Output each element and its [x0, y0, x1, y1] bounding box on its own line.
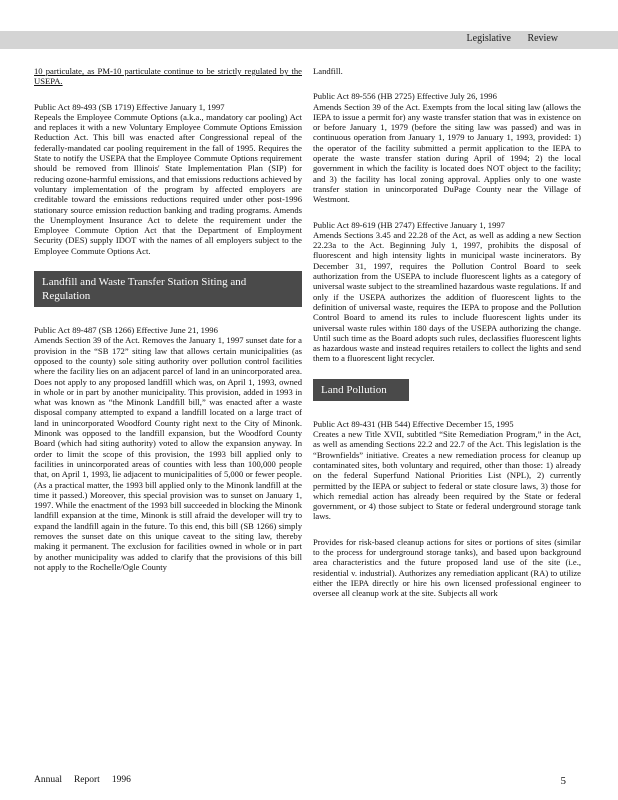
act-89-619	[313, 220, 581, 364]
act-heading: Public Act 89-487 (SB 1266) Effective June 21, 1996	[34, 325, 218, 336]
act-body: Amends Section 39 of the Act. Exempts from the local siting law (allows the IEPA to issue a permit for) any waste transfer station that was in existence on or before January 1, 1979 (before the siting law was passed) and was in continuous operation from January 1, 1979 to January 1, 1993, provided: 1) the operator of the facility submitted a permit application to the IEPA to operate the waste transfer station during April of 1994; 2) the local government in which the facility is located does NOT object to the facility; and 3) the facility has local zoning approval. Applies only to one waste transfer station in unincorporated DuPage County near the Village of Westmont.	[313, 101, 581, 205]
act-heading: Public Act 89-556 (HB 2725) Effective July 26, 1996	[313, 91, 497, 102]
page-number: 5	[560, 775, 566, 787]
footer-report-label	[34, 775, 143, 785]
act-body: Creates a new Title XVII, subtitled “Site Remediation Program,” in the Act, as well as amending Sections 22.2 and 22.7 of the Act. This legislation is the “Brownfields” initiative. Creates a new remediation process for cleanup up contaminated sites, both voluntary and required, other than those: 1) already on the federal Superfund National Priorities List (NPL), 2) currently permitted by the IEPA or subject to federal or state closure laws, 3) those for which remedial action has already been required by the State or federal government, or 4) those subject to State or federal underground storage tank laws.	[313, 429, 581, 522]
act-heading: Public Act 89-619 (HB 2747) Effective January 1, 1997	[313, 219, 505, 230]
section-heading-landfill: Landfill and Waste Transfer Station Siting and Regulation	[34, 271, 302, 307]
act-89-556	[313, 91, 581, 204]
act-heading: Public Act 89-493 (SB 1719) Effective January 1, 1997	[34, 101, 225, 112]
act-89-431	[313, 419, 581, 522]
act-body: Amends Section 39 of the Act. Removes the January 1, 1997 sunset date for a provision in the “SB 172” siting law that allows certain municipalities (as opposed to the county) sole siting authority over pollution control facilities where the facility lies on an adjacent parcel of land in an unincorporated area. Does not apply to any proposed landfill which was, on April 1, 1993, owned in whole or in part by another municipality. This provision, added in 1993 in what was known as “the Minonk Landfill bill,” was enacted after a waste disposal company attempted to expand a landfill located on a large tract of land in unincorporated Woodford County right next to the City of Minonk. Minonk was opposed to the landfill expansion, but the Woodford County Board (which had siting authority) voted to allow the expansion anyway. In order to limit the scope of this provision, the 1993 bill applied only to facilities in unincorporated areas of counties with less than 100,000 people that, on April 1, 1993, lie adjacent to municipalities of 5,000 or fewer people. (As a practical matter, the 1993 bill applied only to the Minonk landfill at the time it passed.) Moreover, this special provision was to sunset on January 1, 1997. While the enactment of the 1993 bill succeeded in blocking the Minonk landfill expansion at the time, Minonk is still afraid the developer will try to expand the landfill again in the future. To this end, this bill (SB 1266) simply removes the sunset date on this unique caveat to the siting law, thereby making it permanent. The exclusion for facilities owned in whole or in part by another municipality was added to clarify that the provisions of this bill not apply to the Rochelle/Ogle County	[34, 335, 302, 572]
left-column	[34, 66, 302, 587]
header-review: Review	[527, 33, 558, 44]
continued-text: Landfill.	[313, 66, 343, 76]
act-body: Amends Sections 3.45 and 22.28 of the Act, as well as adding a new Section 22.23a to the Act. Beginning July 1, 1997, prohibits the disposal of fluorescent and high intensity lights in municipal waste incinerators. By December 31, 1997, requires the Pollution Control Board to seek authorization from the USEPA to include fluorescent lights as a category of universal waste subject to the streamlined hazardous waste regulations. If and only if the USEPA authorizes the addition of fluorescent lights to the definition of universal waste, requires the IEPA to propose and the Pollution Control Board to amend its rules to include fluorescent lights under its universal waste rules within 180 days of the USEPA authorizing the change. Until such time as the Board adopts such rules, declassifies fluorescent lights as hazardous waste and instead requires retailers to collect the lights and send them to a fluorescent light recycler.	[313, 229, 581, 364]
header-band	[0, 31, 618, 49]
footer-report: Report	[73, 775, 100, 785]
footer-annual: Annual	[34, 775, 62, 785]
continued-text: 10 particulate, as PM-10 particulate continue to be strictly regulated by the USEPA.	[34, 66, 302, 87]
act-89-431-continued: Provides for risk-based cleanup actions for sites or portions of sites (similar to the process for underground storage tanks), and based upon background area characteristics and the future proposed land use of the site (i.e., residential v. industrial). Authorizes any remediation applicant (RA) to utilize either the IEPA directly or hire his own licensed professional engineer to oversee all cleanup work at the site. Subjects all work	[313, 536, 581, 599]
section-heading-land-pollution: Land Pollution	[313, 379, 409, 401]
act-heading: Public Act 89-431 (HB 544) Effective December 15, 1995	[313, 418, 514, 429]
act-body: Repeals the Employee Commute Options (a.k.a., mandatory car pooling) Act and replaces it with a new Voluntary Employee Commute Options Emission Reduction Act. This bill was enacted after Congressional repeal of the federally-mandated car pooling requirement in the fall of 1995. Requires the State to notify the USEPA that the Employee Commute Options requirement should be removed from Illinois' State Implementation Plan (SIP) for reducing ozone-harmful emissions, and that emissions reductions achieved by voluntary implementation of the program by affected employers are creditable toward the emissions reductions required under other post-1996 stationary source emission reduction banking and trading programs. Amends the Unemployment Insurance Act to delete the requirement under the Employee Commute Option Act that the Department of Employment Security (DES) supply IDOT with the names of all employers subject to the Employee Commute Options Act.	[34, 111, 303, 256]
footer-year: 1996	[111, 775, 131, 785]
act-89-493	[34, 102, 302, 256]
running-header	[453, 33, 558, 44]
header-legislative: Legislative	[466, 33, 511, 44]
right-column	[313, 66, 581, 613]
act-89-487	[34, 325, 302, 572]
